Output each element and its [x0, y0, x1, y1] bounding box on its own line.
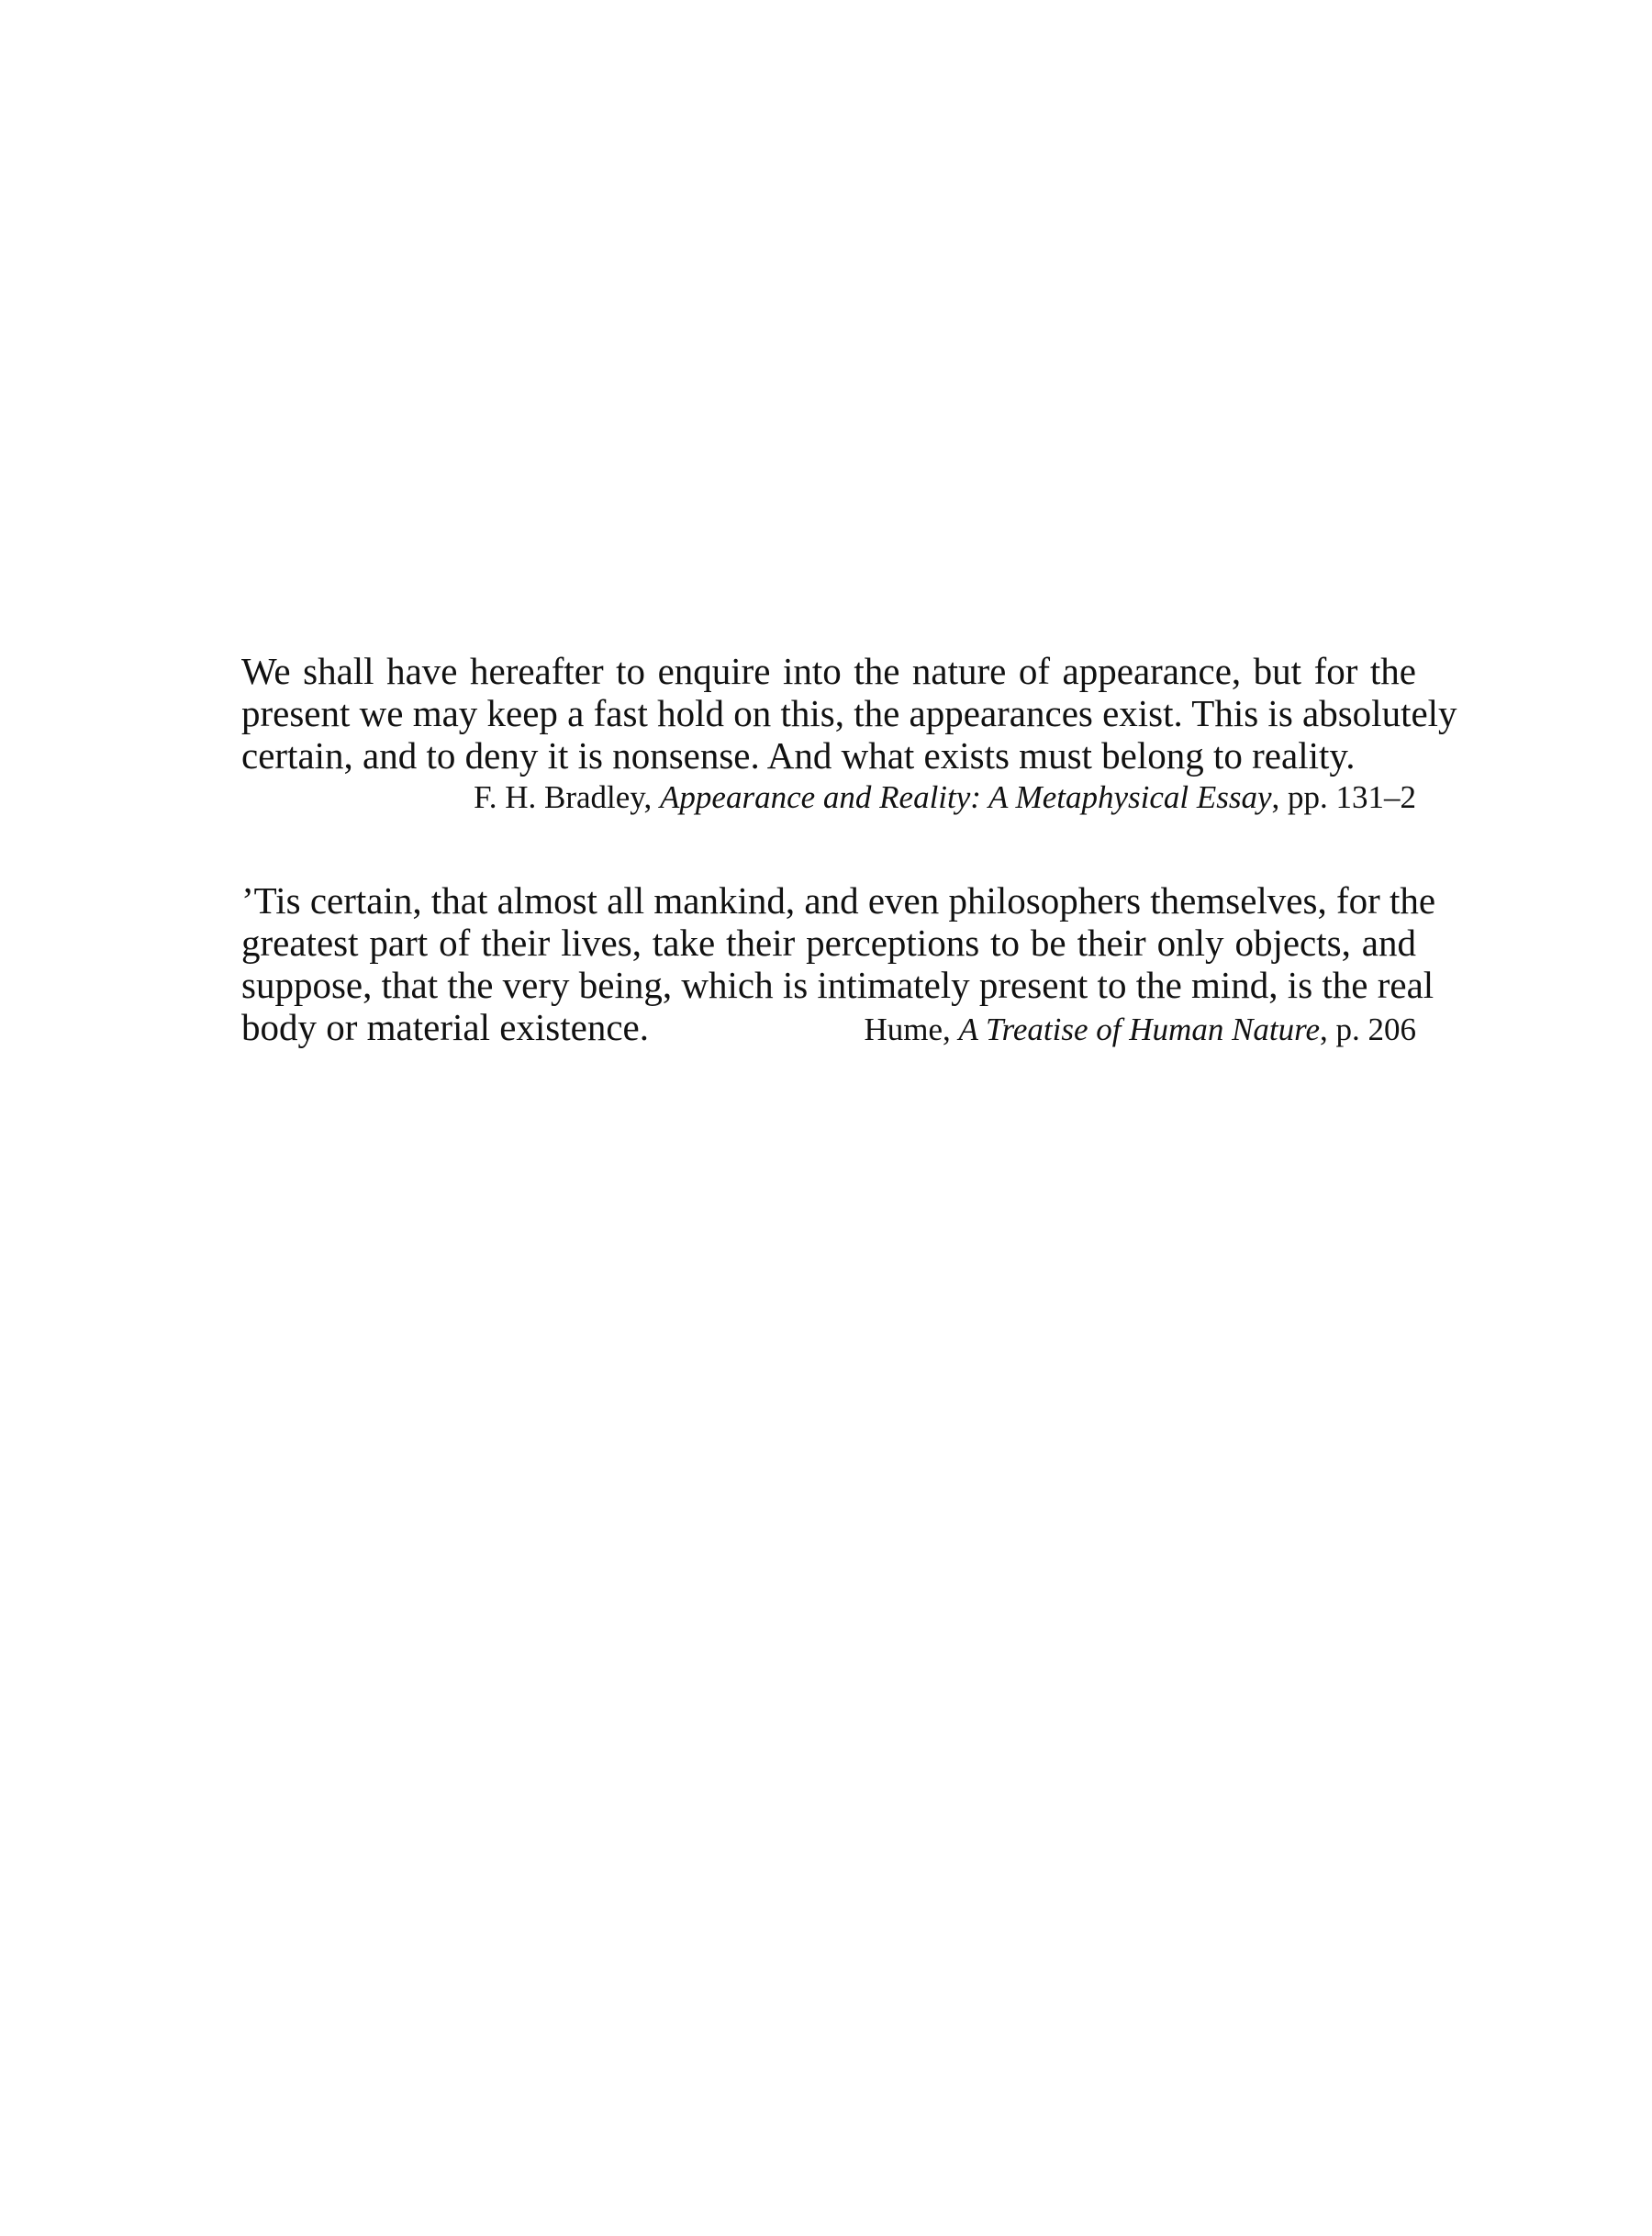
attribution	[241, 777, 1416, 819]
epigraph-bradley	[241, 650, 1457, 819]
attribution	[865, 1009, 1417, 1051]
attribution-author: F. H. Bradley,	[474, 779, 653, 815]
quote-line: suppose, that the very being, which is intimately present to the mind, is the real	[241, 964, 1434, 1006]
attribution-title: Appearance and Reality: A Metaphysical Essay	[660, 779, 1272, 815]
quote-line: We shall have hereafter to enquire into the nature of appearance, but for the	[241, 650, 1416, 692]
quote-final-row	[241, 1006, 1416, 1051]
epigraph-hume	[241, 879, 1436, 1051]
quote-line: ’Tis certain, that almost all mankind, and even philosophers themselves, for the	[241, 879, 1436, 922]
attribution-author: Hume,	[864, 1012, 951, 1047]
attribution-title: A Treatise of Human Nature	[958, 1012, 1320, 1047]
quote-line: greatest part of their lives, take their perceptions to be their only objects, and	[241, 922, 1416, 964]
attribution-pages: , p. 206	[1320, 1012, 1416, 1047]
quote-line: present we may keep a fast hold on this, the appearances exist. This is absolutely	[241, 692, 1457, 734]
quote-line: body or material existence.	[241, 1006, 649, 1048]
quote-line: certain, and to deny it is nonsense. And what exists must belong to reality.	[241, 734, 1356, 777]
attribution-pages: , pp. 131–2	[1271, 779, 1416, 815]
